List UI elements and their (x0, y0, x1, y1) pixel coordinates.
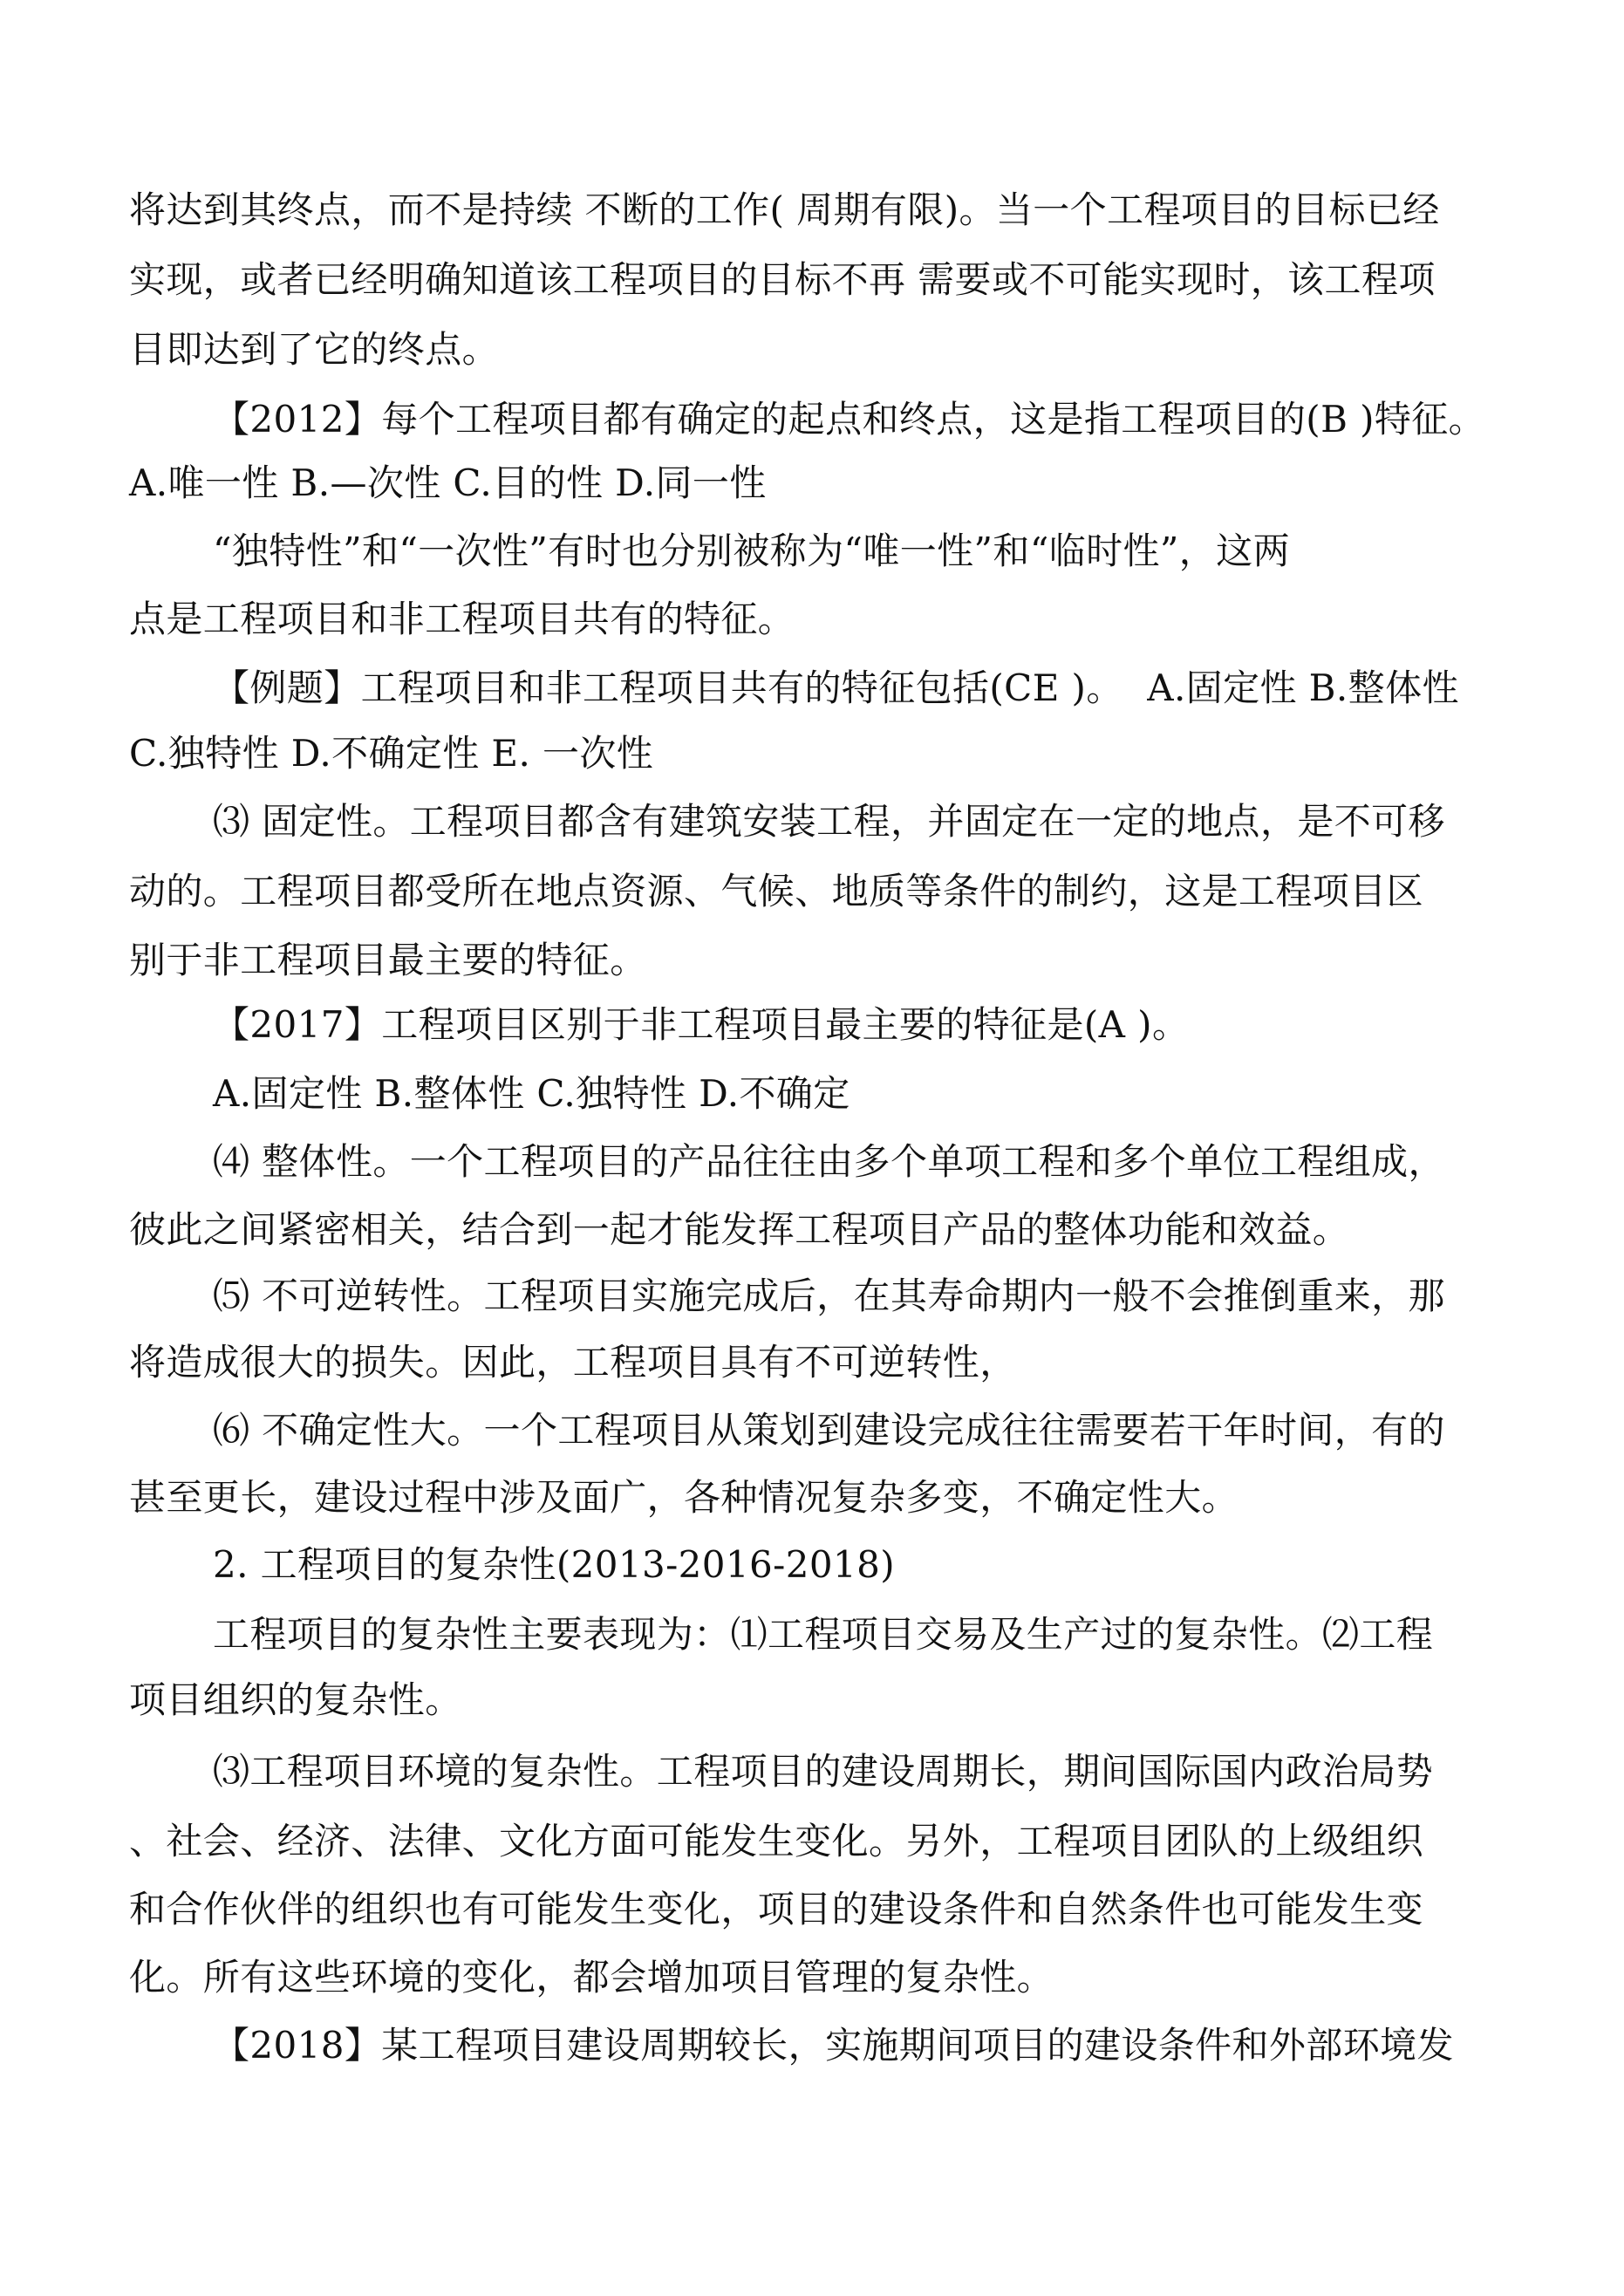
text-line: 别于非工程项目最主要的特征。 (129, 939, 647, 981)
text-line: 将达到其终点，而不是持续 不断的工作( 周期有限)。当一个工程项目的目标已经 (129, 188, 1440, 231)
answer-options: C.独特性 D.不确定性 E. 一次性 (129, 732, 654, 775)
question-line: 【例题】工程项目和非工程项目共有的特征包括(CE )。 A.固定性 B.整体性 (213, 666, 1459, 709)
text-line: 彼此之间紧密相关，结合到一起才能发挥工程项目产品的整体功能和效益。 (129, 1208, 1350, 1251)
text-line: ⑶ 固定性。工程项目都含有建筑安装工程，并固定在一定的地点，是不可移 (213, 800, 1445, 843)
question-line: 【2018】某工程项目建设周期较长，实施期间项目的建设条件和外部环境发 (213, 2024, 1454, 2067)
text-line: ⑷ 整体性。一个工程项目的产品往往由多个单项工程和多个单位工程组成， (213, 1140, 1445, 1183)
text-line: 、社会、经济、法律、文化方面可能发生变化。另外，工程项目团队的上级组织 (129, 1820, 1424, 1862)
text-line: 甚至更长，建设过程中涉及面广，各种情况复杂多变，不确定性大。 (129, 1476, 1239, 1519)
section-heading: 2. 工程项目的复杂性(2013-2016-2018) (213, 1543, 896, 1586)
question-line: 【2017】工程项目区别于非工程项目最主要的特征是(A )。 (213, 1003, 1190, 1046)
text-line: ⑸ 不可逆转性。工程项目实施完成后，在其寿命期内一般不会推倒重来，那 (213, 1274, 1445, 1317)
text-line: 化。所有这些环境的变化，都会增加项目管理的复杂性。 (129, 1956, 1054, 1999)
text-line: ⑶工程项目环境的复杂性。工程项目的建设周期长，期间国际国内政治局势 (213, 1750, 1434, 1793)
text-line: 将造成很大的损失。因此，工程项目具有不可逆转性， (129, 1341, 1017, 1384)
text-line: 动的。工程项目都受所在地点资源、气候、地质等条件的制约，这是工程项目区 (129, 870, 1424, 912)
text-line: 和合作伙伴的组织也有可能发生变化，项目的建设条件和自然条件也可能发生变 (129, 1888, 1424, 1930)
text-line: 点是工程项目和非工程项目共有的特征。 (129, 598, 795, 640)
answer-options: A.固定性 B.整体性 C.独特性 D.不确定 (213, 1072, 850, 1115)
text-line: 项目组织的复杂性。 (129, 1678, 462, 1721)
text-line: 目即达到了它的终点。 (129, 328, 500, 371)
text-line: ⑹ 不确定性大。一个工程项目从策划到建设完成往往需要若干年时间，有的 (213, 1409, 1445, 1452)
answer-options: A.唯一性 B.—次性 C.目的性 D.同一性 (129, 461, 767, 504)
text-line: 工程项目的复杂性主要表现为：⑴工程项目交易及生产过的复杂性。⑵工程 (213, 1613, 1434, 1656)
text-line: 实现，或者已经明确知道该工程项目的目标不再 需要或不可能实现时，该工程项 (129, 258, 1436, 301)
question-line: 【2012】每个工程项目都有确定的起点和终点，这是指工程项目的(B )特征。 (213, 398, 1486, 441)
text-line: “独特性”和“一次性”有时也分别被称为“唯一性”和“临时性”，这两 (213, 530, 1290, 572)
